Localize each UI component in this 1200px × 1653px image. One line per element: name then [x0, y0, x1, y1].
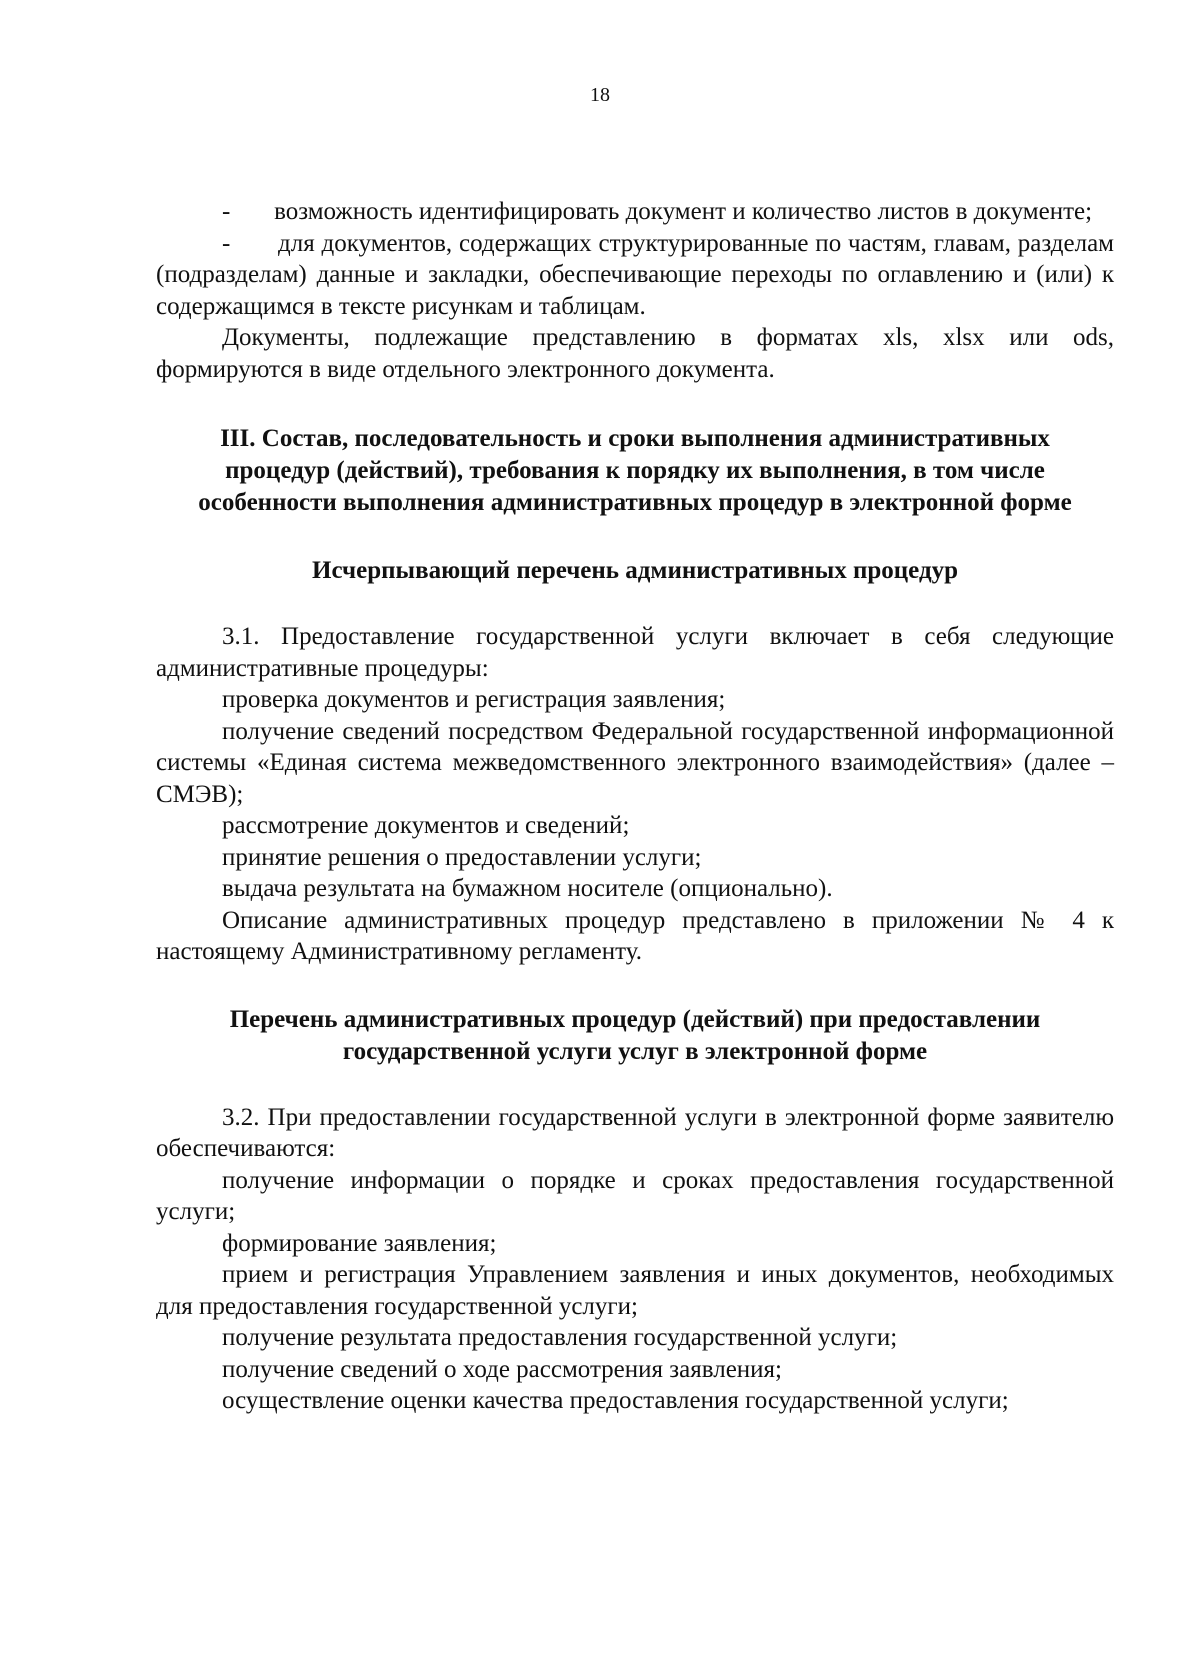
- section-3-title-line: особенности выполнения административных процедур в электронной форме: [198, 489, 1072, 516]
- list-item: рассмотрение документов и сведений;: [222, 812, 630, 839]
- paragraph-3-1: 3.1. Предоставление государственной услуги включает в себя следующие административные процедуры:: [156, 623, 1114, 682]
- list-item: прием и регистрация Управлением заявления и иных документов, необходимых для предоставления государственной услуги;: [156, 1261, 1114, 1320]
- paragraph-formats: Документы, подлежащие представлению в форматах xls, xlsx или ods, формируются в виде отдельного электронного документа.: [156, 324, 1114, 383]
- list-item: принятие решения о предоставлении услуги;: [222, 843, 702, 871]
- list-item: осуществление оценки качества предоставления государственной услуги;: [222, 1387, 1009, 1414]
- paragraph-identify-document: - возможность идентифицировать документ и количество листов в документе;: [222, 198, 1093, 225]
- subheading-line: государственной услуги услуг в электронной форме: [342, 1037, 928, 1065]
- paragraph-structured-documents: - для документов, содержащих структурированные по частям, главам, разделам (подразделам) данные и закладки, обеспечивающие переходы по оглавлению и (или) к содержащимся в тексте рисункам и таблицам.: [156, 229, 1114, 320]
- subheading-line: Перечень административных процедур (действий) при предоставлении: [229, 1005, 1041, 1033]
- subheading-procedures-list: Исчерпывающий перечень административных процедур: [312, 557, 958, 584]
- list-item: получение сведений о ходе рассмотрения заявления;: [222, 1355, 782, 1383]
- list-item: формирование заявления;: [222, 1229, 497, 1257]
- subheading-electronic-procedures: [156, 1004, 1114, 1068]
- list-item: проверка документов и регистрация заявления;: [222, 686, 726, 713]
- paragraph-3-1-description: Описание административных процедур представлено в приложении № 4 к настоящему Административному регламенту.: [156, 906, 1114, 965]
- page-number: 18: [590, 84, 610, 106]
- list-item: получение результата предоставления государственной услуги;: [222, 1324, 898, 1351]
- section-3-title-line: процедур (действий), требования к порядку их выполнения, в том числе: [225, 457, 1045, 484]
- paragraph-3-2: 3.2. При предоставлении государственной услуги в электронной форме заявителю обеспечиваются:: [156, 1103, 1114, 1162]
- list-item: выдача результата на бумажном носителе (опционально).: [222, 875, 833, 902]
- document-body: [156, 196, 1114, 1417]
- list-item: получение сведений посредством Федеральной государственной информационной системы «Единая система межведомственного электронного взаимодействия» (далее – СМЭВ);: [156, 717, 1114, 808]
- section-3-title: [156, 423, 1114, 519]
- list-item: получение информации о порядке и сроках предоставления государственной услуги;: [156, 1166, 1114, 1225]
- section-3-title-line: III. Состав, последовательность и сроки выполнения административных: [220, 425, 1050, 452]
